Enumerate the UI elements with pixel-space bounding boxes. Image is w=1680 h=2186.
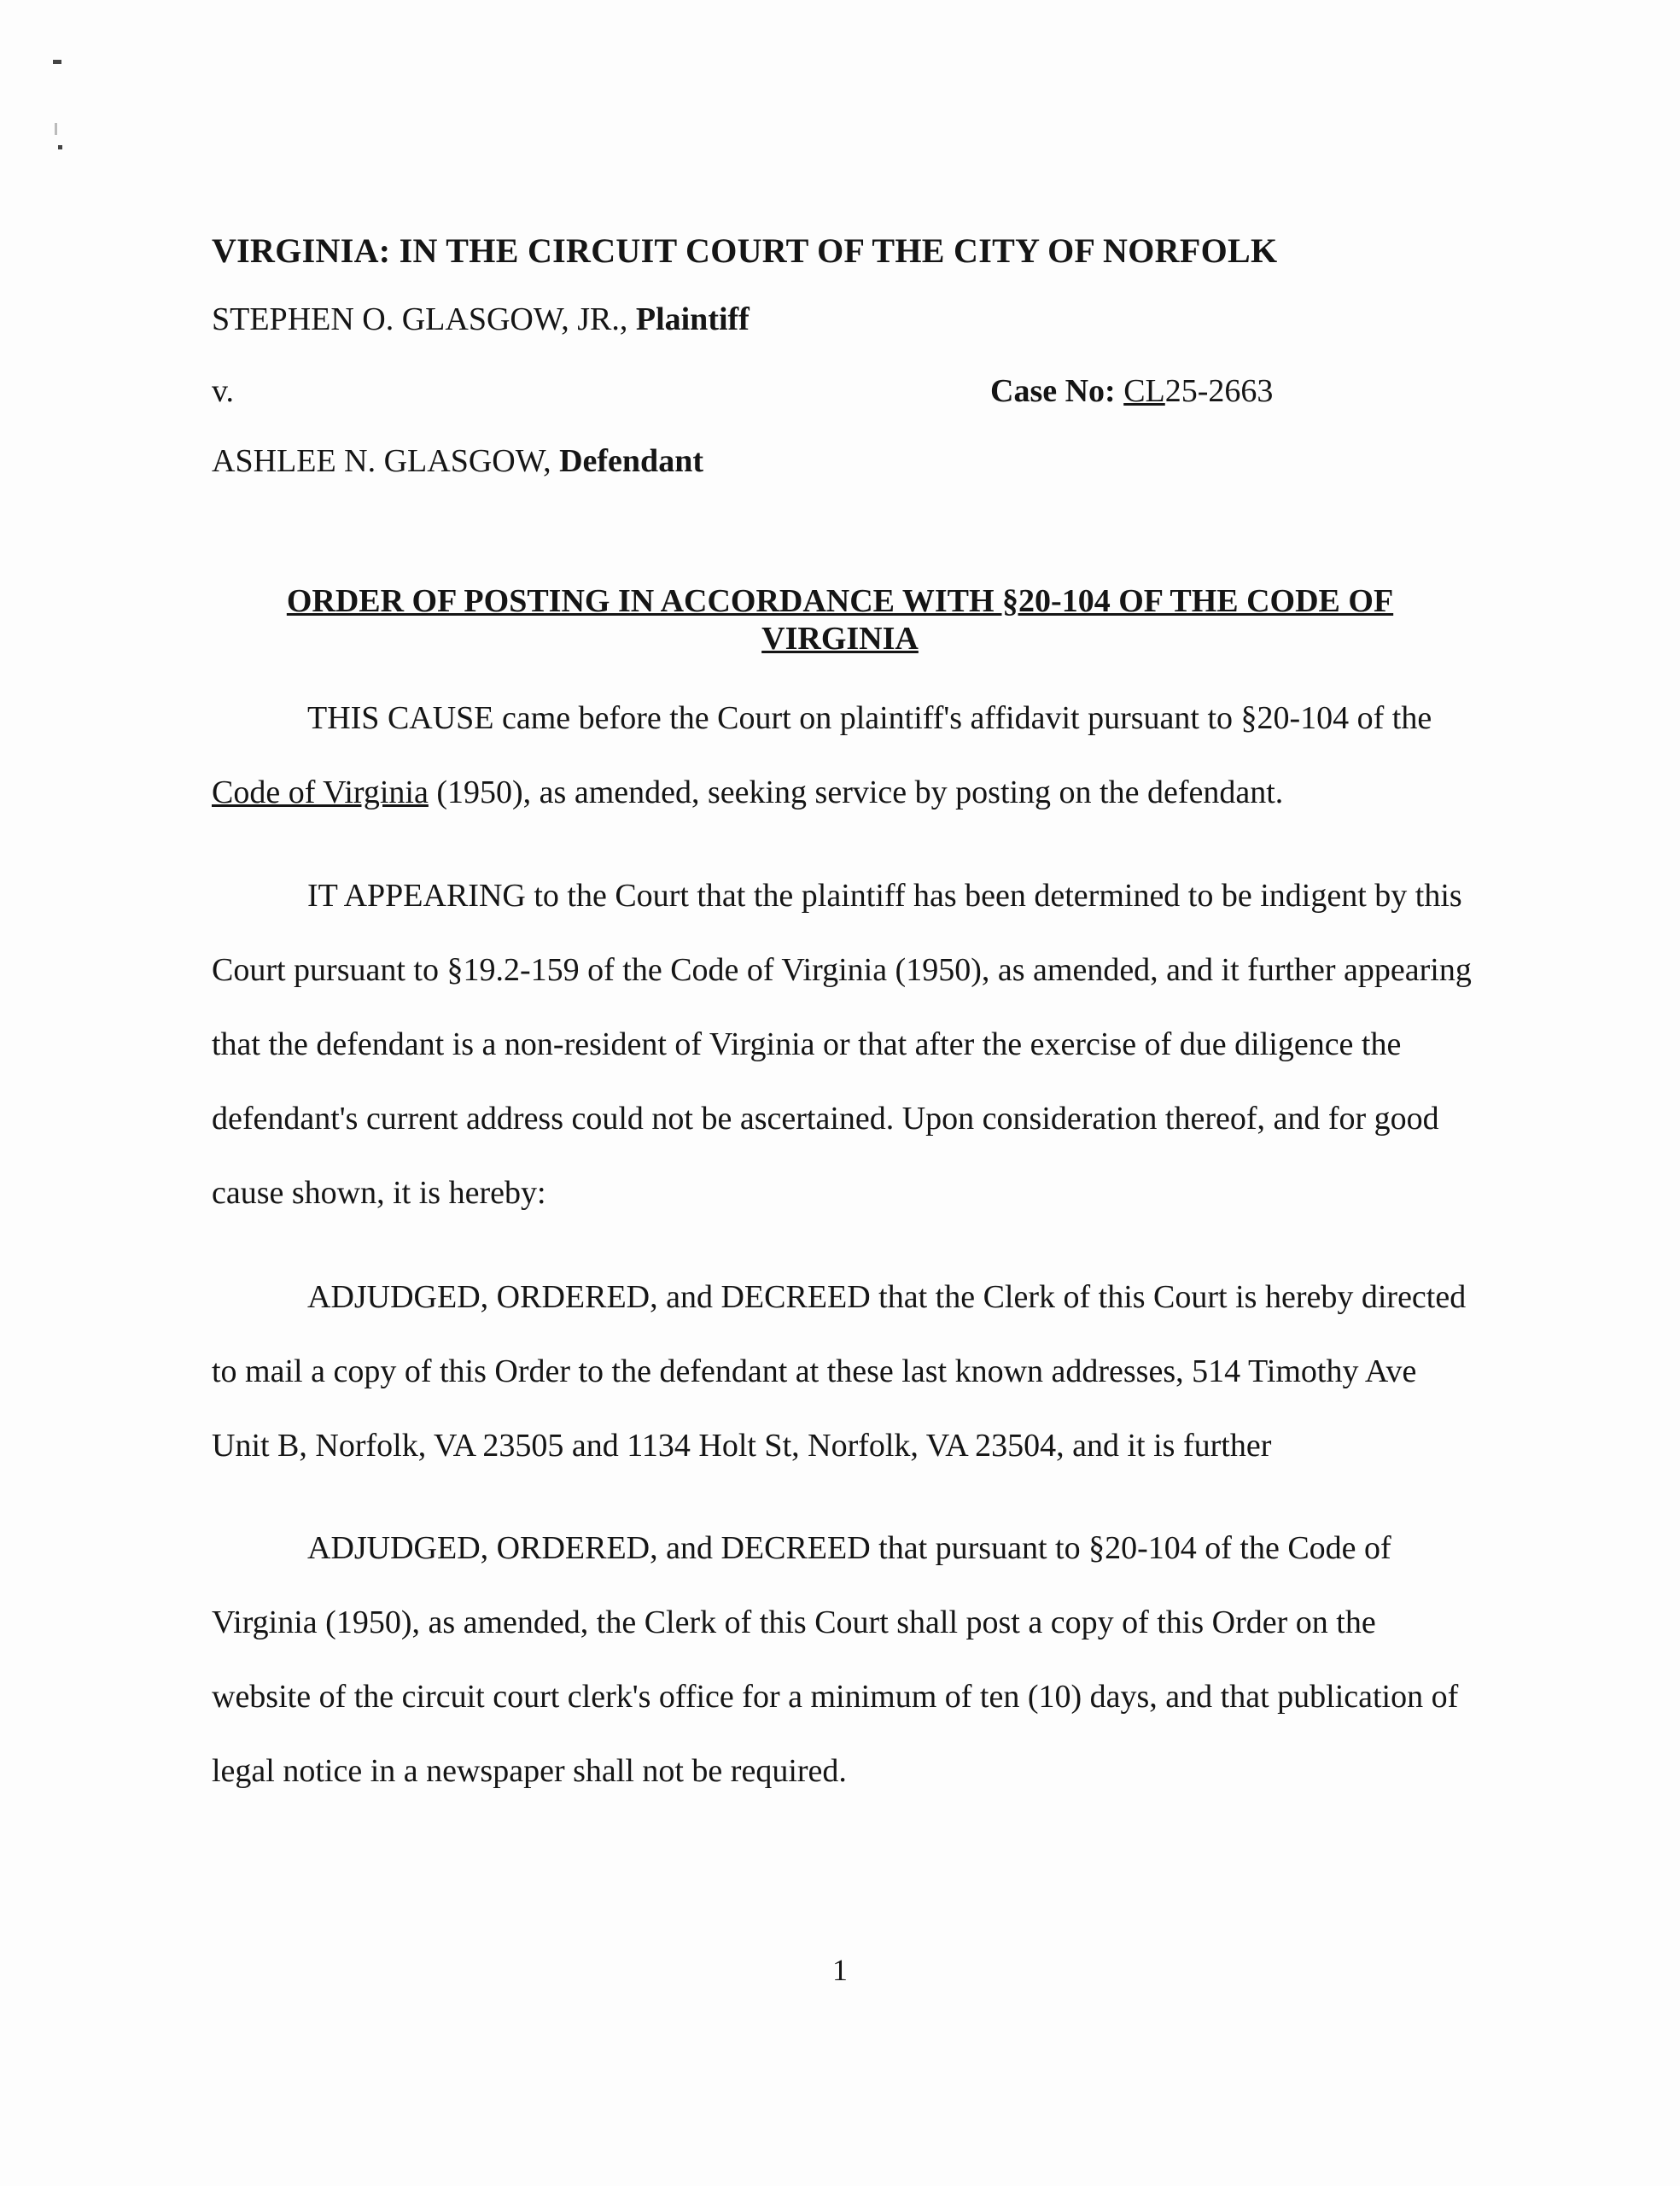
paragraph-appearing: IT APPEARING to the Court that the plaintiff has been determined to be indigent by this Court pursuant to §19.2-159 of the Code of Virginia (1950), as amended, and it further appearing that the defendant is a non-resident of Virginia or that after the exercise of due diligence the defendant's current address could not be ascertained. Upon consideration thereof, and for good cause shown, it is hereby: bbox=[212, 878, 1472, 1211]
paragraph-mail-order: ADJUDGED, ORDERED, and DECREED that the Clerk of this Court is hereby directed to mail a copy of this Order to the defendant at these last known addresses, 514 Timothy Ave Unit B, Norfolk, VA 23505 and 1134 Holt St, Norfolk, VA 23504, and it is further bbox=[212, 1279, 1467, 1464]
paragraph-cause-start: THIS CAUSE came before the Court on plaintiff's affidavit pursuant to §20-104 of the bbox=[307, 700, 1432, 736]
court-heading: VIRGINIA: IN THE CIRCUIT COURT OF THE CITY OF NORFOLK bbox=[212, 231, 1278, 270]
page-number: 1 bbox=[832, 1953, 848, 1987]
case-label: Case No: bbox=[990, 373, 1124, 409]
code-of-virginia-citation: Code of Virginia bbox=[212, 774, 429, 810]
case-number-line bbox=[990, 372, 1273, 410]
defendant-line bbox=[212, 442, 703, 480]
plaintiff-role: Plaintiff bbox=[635, 301, 750, 337]
versus-line: v. bbox=[212, 373, 235, 409]
scan-speck bbox=[55, 123, 57, 135]
defendant-name: ASHLEE N. GLASGOW, bbox=[212, 443, 560, 479]
scan-speck bbox=[53, 60, 61, 64]
paragraph-cause-end: (1950), as amended, seeking service by posting on the defendant. bbox=[428, 774, 1284, 810]
order-title: ORDER OF POSTING IN ACCORDANCE WITH §20-104 OF THE CODE OF VIRGINIA bbox=[286, 583, 1394, 657]
case-number: 25-2663 bbox=[1164, 373, 1274, 409]
paragraph-post-order: ADJUDGED, ORDERED, and DECREED that pursuant to §20-104 of the Code of Virginia (1950), as amended, the Clerk of this Court shall post a copy of this Order on the website of the circuit court clerk's office for a minimum of ten (10) days, and that publication of legal notice in a newspaper shall not be required. bbox=[212, 1530, 1459, 1789]
scan-speck bbox=[58, 145, 62, 149]
plaintiff-name: STEPHEN O. GLASGOW, JR., bbox=[212, 301, 636, 337]
defendant-role: Defendant bbox=[559, 443, 703, 479]
paragraph-cause bbox=[212, 681, 1475, 830]
plaintiff-line bbox=[212, 301, 750, 338]
case-prefix: CL bbox=[1123, 373, 1165, 409]
